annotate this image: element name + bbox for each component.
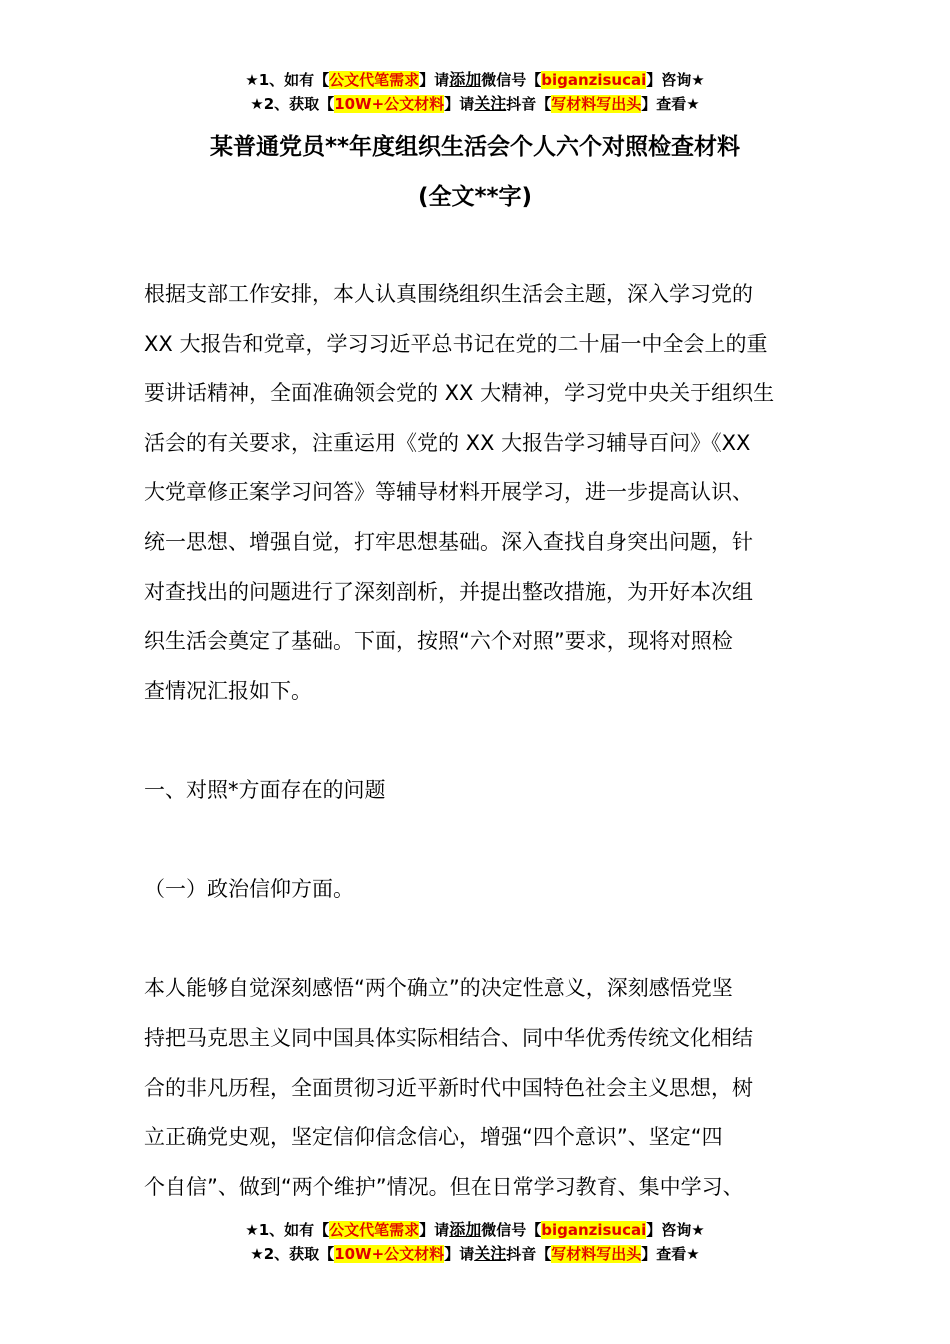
document-title: 某普通党员**年度组织生活会个人六个对照检查材料 [209,134,741,160]
promo-banner-bottom [0,1218,950,1266]
promo-highlight: 写材料写出头 [551,1245,642,1263]
promo-highlight: biganzisucai [541,1221,647,1239]
body-line: 本人能够自觉深刻感悟“两个确立”的决定性意义，深刻感悟党坚 [144,976,733,1001]
document-subtitle: (全文**字) [417,184,533,210]
body-line: 织生活会奠定了基础。下面，按照“六个对照”要求，现将对照检 [144,629,733,654]
body-line: 持把马克思主义同中国具体实际相结合、同中华优秀传统文化相结 [144,1025,753,1050]
body-line: 一、对照*方面存在的问题 [144,777,386,802]
body-line: 合的非凡历程，全面贯彻习近平新时代中国特色社会主义思想，树 [144,1075,753,1100]
body-line: XX 大报告和党章，学习习近平总书记在党的二十届一中全会上的重 [144,331,768,356]
body-line: 活会的有关要求，注重运用《党的 XX 大报告学习辅导百问》《XX [144,430,751,455]
promo-text: 微信号【 [481,1221,542,1239]
body-line: 对查找出的问题进行了深刻剖析，并提出整改措施，为开好本次组 [144,579,753,604]
promo-text: 】请 [419,1221,450,1239]
body-line: 要讲话精神，全面准确领会党的 XX 大精神，学习党中央关于组织生 [144,381,775,406]
document-body [144,270,808,1212]
blank-line [144,915,808,965]
promo-text: 】查看★ [641,95,700,113]
body-line: 个自信”、做到“两个维护”情况。但在日常学习教育、集中学习、 [144,1174,744,1199]
promo-text: 抖音【 [506,1245,552,1263]
promo-highlight: 公文代笔需求 [329,71,420,89]
promo-line-2 [0,1242,950,1266]
promo-highlight: 写材料写出头 [551,95,642,113]
body-line: 立正确党史观，坚定信仰信念信心，增强“四个意识”、坚定“四 [144,1125,723,1150]
promo-text: ★1、如有【 [245,71,330,89]
promo-highlight: 10W+公文材料 [334,1245,445,1263]
promo-text: ★2、获取【 [250,1245,335,1263]
promo-underline: 关注 [474,1244,507,1263]
promo-text: 】咨询★ [646,71,705,89]
promo-line-1 [0,1218,950,1242]
promo-underline: 关注 [474,94,507,113]
promo-text: 】请 [419,71,450,89]
promo-highlight: 公文代笔需求 [329,1221,420,1239]
promo-highlight: 10W+公文材料 [334,95,445,113]
body-line: 查情况汇报如下。 [144,678,312,703]
promo-banner-top [0,68,950,116]
promo-highlight: biganzisucai [541,71,647,89]
promo-text: ★2、获取【 [250,95,335,113]
promo-text: 】查看★ [641,1245,700,1263]
promo-text: ★1、如有【 [245,1221,330,1239]
body-line: 统一思想、增强自觉，打牢思想基础。深入查找自身突出问题，针 [144,529,753,554]
promo-line-2 [0,92,950,116]
promo-line-1 [0,68,950,92]
promo-text: 】请 [444,1245,475,1263]
promo-underline: 添加 [449,70,482,89]
body-line: 大党章修正案学习问答》等辅导材料开展学习，进一步提高认识、 [144,480,753,505]
promo-text: 微信号【 [481,71,542,89]
promo-text: 】请 [444,95,475,113]
promo-underline: 添加 [449,1220,482,1239]
blank-line [144,816,808,866]
body-line: 根据支部工作安排，本人认真围绕组织生活会主题，深入学习党的 [144,282,753,306]
promo-text: 】咨询★ [646,1221,705,1239]
promo-text: 抖音【 [506,95,552,113]
blank-line [144,716,808,766]
body-line: （一）政治信仰方面。 [144,877,354,902]
